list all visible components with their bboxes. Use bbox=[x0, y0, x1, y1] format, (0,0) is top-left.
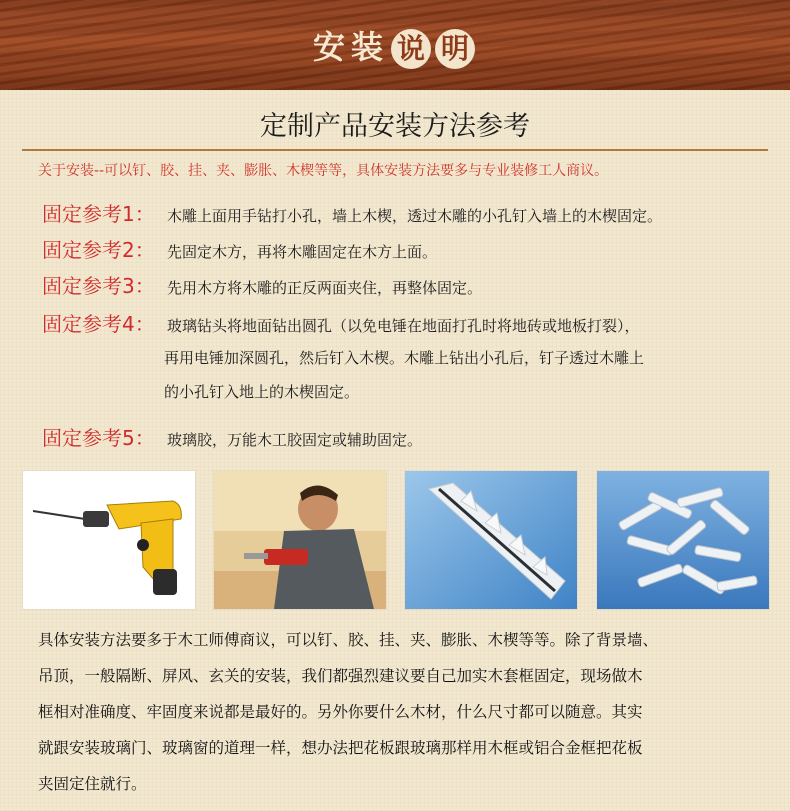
intro-text: 关于安装--可以钉、胶、挂、夹、膨胀、木楔等等，具体安装方法要多与专业装修工人商议。 bbox=[38, 163, 609, 179]
paragraph-line: 就跟安装玻璃门、玻璃窗的道理一样，想办法把花板跟玻璃那样用木框或铝合金框把花板 bbox=[38, 739, 643, 757]
reference-text: 木雕上面用手钻打小孔，墙上木楔，透过木雕的小孔钉入墙上的木楔固定。 bbox=[167, 207, 663, 225]
banner-seal-1: 说 bbox=[391, 29, 431, 69]
reference-text: 先用木方将木雕的正反两面夹住，再整体固定。 bbox=[167, 279, 483, 297]
reference-4 bbox=[42, 308, 640, 337]
paragraph-line: 框相对准确度、牢固度来说都是最好的。另外你要什么木材，什么尺寸都可以随意。其实 bbox=[38, 703, 643, 721]
paragraph-line: 具体安装方法要多于木工师傅商议，可以钉、胶、挂、夹、膨胀、木楔等等。除了背景墙、 bbox=[38, 631, 659, 649]
banner-title-text: 安装 bbox=[312, 28, 389, 66]
reference-label: 固定参考5： bbox=[42, 426, 155, 450]
banner-seal-2: 明 bbox=[435, 29, 475, 69]
drill-photo bbox=[22, 470, 196, 610]
page-title: 定制产品安装方法参考 bbox=[260, 111, 530, 142]
reference-2 bbox=[42, 234, 437, 263]
reference-5 bbox=[42, 422, 422, 451]
header-banner bbox=[0, 0, 790, 93]
reference-text: 玻璃胶，万能木工胶固定或辅助固定。 bbox=[167, 431, 423, 449]
banner-title bbox=[0, 22, 790, 69]
reference-label: 固定参考4： bbox=[42, 312, 155, 336]
carpenter-photo bbox=[213, 470, 387, 610]
reference-label: 固定参考3： bbox=[42, 274, 155, 298]
anchors-pile-photo bbox=[596, 470, 770, 610]
reference-label: 固定参考1： bbox=[42, 202, 155, 226]
paragraph-line: 夹固定住就行。 bbox=[38, 775, 147, 793]
paragraph-line: 吊顶，一般隔断、屏风、玄关的安装，我们都强烈建议要自己加实木套框固定，现场做木 bbox=[38, 667, 643, 685]
reference-text: 先固定木方，再将木雕固定在木方上面。 bbox=[167, 243, 438, 261]
title-divider bbox=[22, 149, 768, 151]
reference-1 bbox=[42, 198, 662, 227]
wall-anchor-photo bbox=[404, 470, 578, 610]
reference-3 bbox=[42, 270, 482, 299]
reference-4-line-2: 再用电锤加深圆孔，然后钉入木楔。木雕上钻出小孔后，钉子透过木雕上 bbox=[164, 349, 645, 367]
reference-4-line-3: 的小孔钉入地上的木楔固定。 bbox=[164, 383, 360, 401]
reference-label: 固定参考2： bbox=[42, 238, 155, 262]
reference-text: 玻璃钻头将地面钻出圆孔（以免电锤在地面打孔时将地砖或地板打裂）， bbox=[167, 317, 640, 335]
